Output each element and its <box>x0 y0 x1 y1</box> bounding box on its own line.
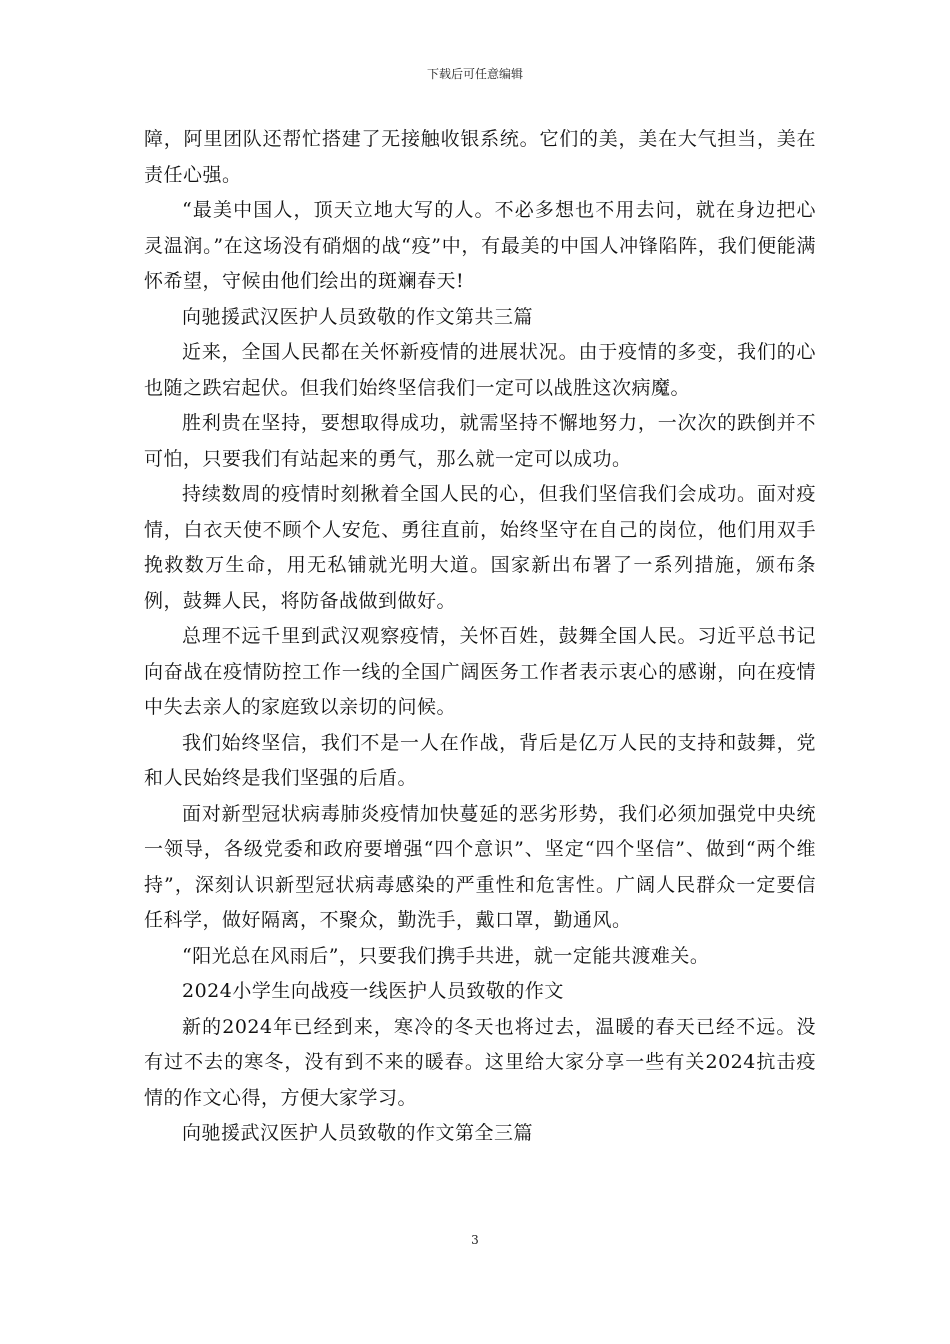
section-heading: 向驰援武汉医护人员致敬的作文第全三篇 <box>182 1122 534 1144</box>
paragraph: 近来，全国人民都在关怀新疫情的进展状况。由于疫情的多变，我们的心也随之跌宕起伏。但我们始终坚信我们一定可以战胜这次病魔。 <box>144 341 816 399</box>
paragraph: “最美中国人，顶天立地大写的人。不必多想也不用去问，就在身边把心灵温润。”在这场没有硝烟的战“疫”中，有最美的中国人冲锋陷阵，我们便能满怀希望，守候由他们绘出的斑斓春天! <box>144 199 816 292</box>
document-body <box>144 122 816 1152</box>
paragraph: 持续数周的疫情时刻揪着全国人民的心，但我们坚信我们会成功。面对疫情，白衣天使不顾个人安危、勇往直前，始终坚守在自己的岗位，他们用双手挽救数万生命，用无私铺就光明大道。国家新出布署了一系列措施，颁布条例，鼓舞人民，将防备战做到做好。 <box>144 483 816 612</box>
paragraph: 新的2024年已经到来，寒冷的冬天也将过去，温暖的春天已经不远。没有过不去的寒冬，没有到不来的暖春。这里给大家分享一些有关2024抗击疫情的作文心得，方便大家学习。 <box>144 1015 816 1109</box>
paragraph: 我们始终坚信，我们不是一人在作战，背后是亿万人民的支持和鼓舞，党和人民始终是我们坚强的后盾。 <box>144 731 816 789</box>
paragraph: 总理不远千里到武汉观察疫情，关怀百姓，鼓舞全国人民。习近平总书记向奋战在疫情防控工作一线的全国广阔医务工作者表示衷心的感谢，向在疫情中失去亲人的家庭致以亲切的问候。 <box>144 625 816 718</box>
section-heading: 向驰援武汉医护人员致敬的作文第共三篇 <box>182 305 534 328</box>
paragraph: “阳光总在风雨后”，只要我们携手共进，就一定能共渡难关。 <box>182 944 710 967</box>
paragraph: 面对新型冠状病毒肺炎疫情加快蔓延的恶劣形势，我们必须加强党中央统一领导，各级党委和政府要增强“四个意识”、坚定“四个坚信”、做到“两个维持”，深刻认识新型冠状病毒感染的严重性和危害性。广阔人民群众一定要信任科学，做好隔离，不聚众，勤洗手，戴口罩，勤通风。 <box>144 802 816 931</box>
paragraph: 障，阿里团队还帮忙搭建了无接触收银系统。它们的美，美在大气担当，美在责任心强。 <box>144 128 816 186</box>
page-number: 3 <box>471 1233 479 1247</box>
paragraph: 胜利贵在坚持，要想取得成功，就需坚持不懈地努力，一次次的跌倒并不可怕，只要我们有站起来的勇气，那么就一定可以成功。 <box>144 412 816 470</box>
section-heading: 2024小学生向战疫一线医护人员致敬的作文 <box>182 980 564 1002</box>
page-header: 下载后可任意编辑 <box>426 67 523 81</box>
